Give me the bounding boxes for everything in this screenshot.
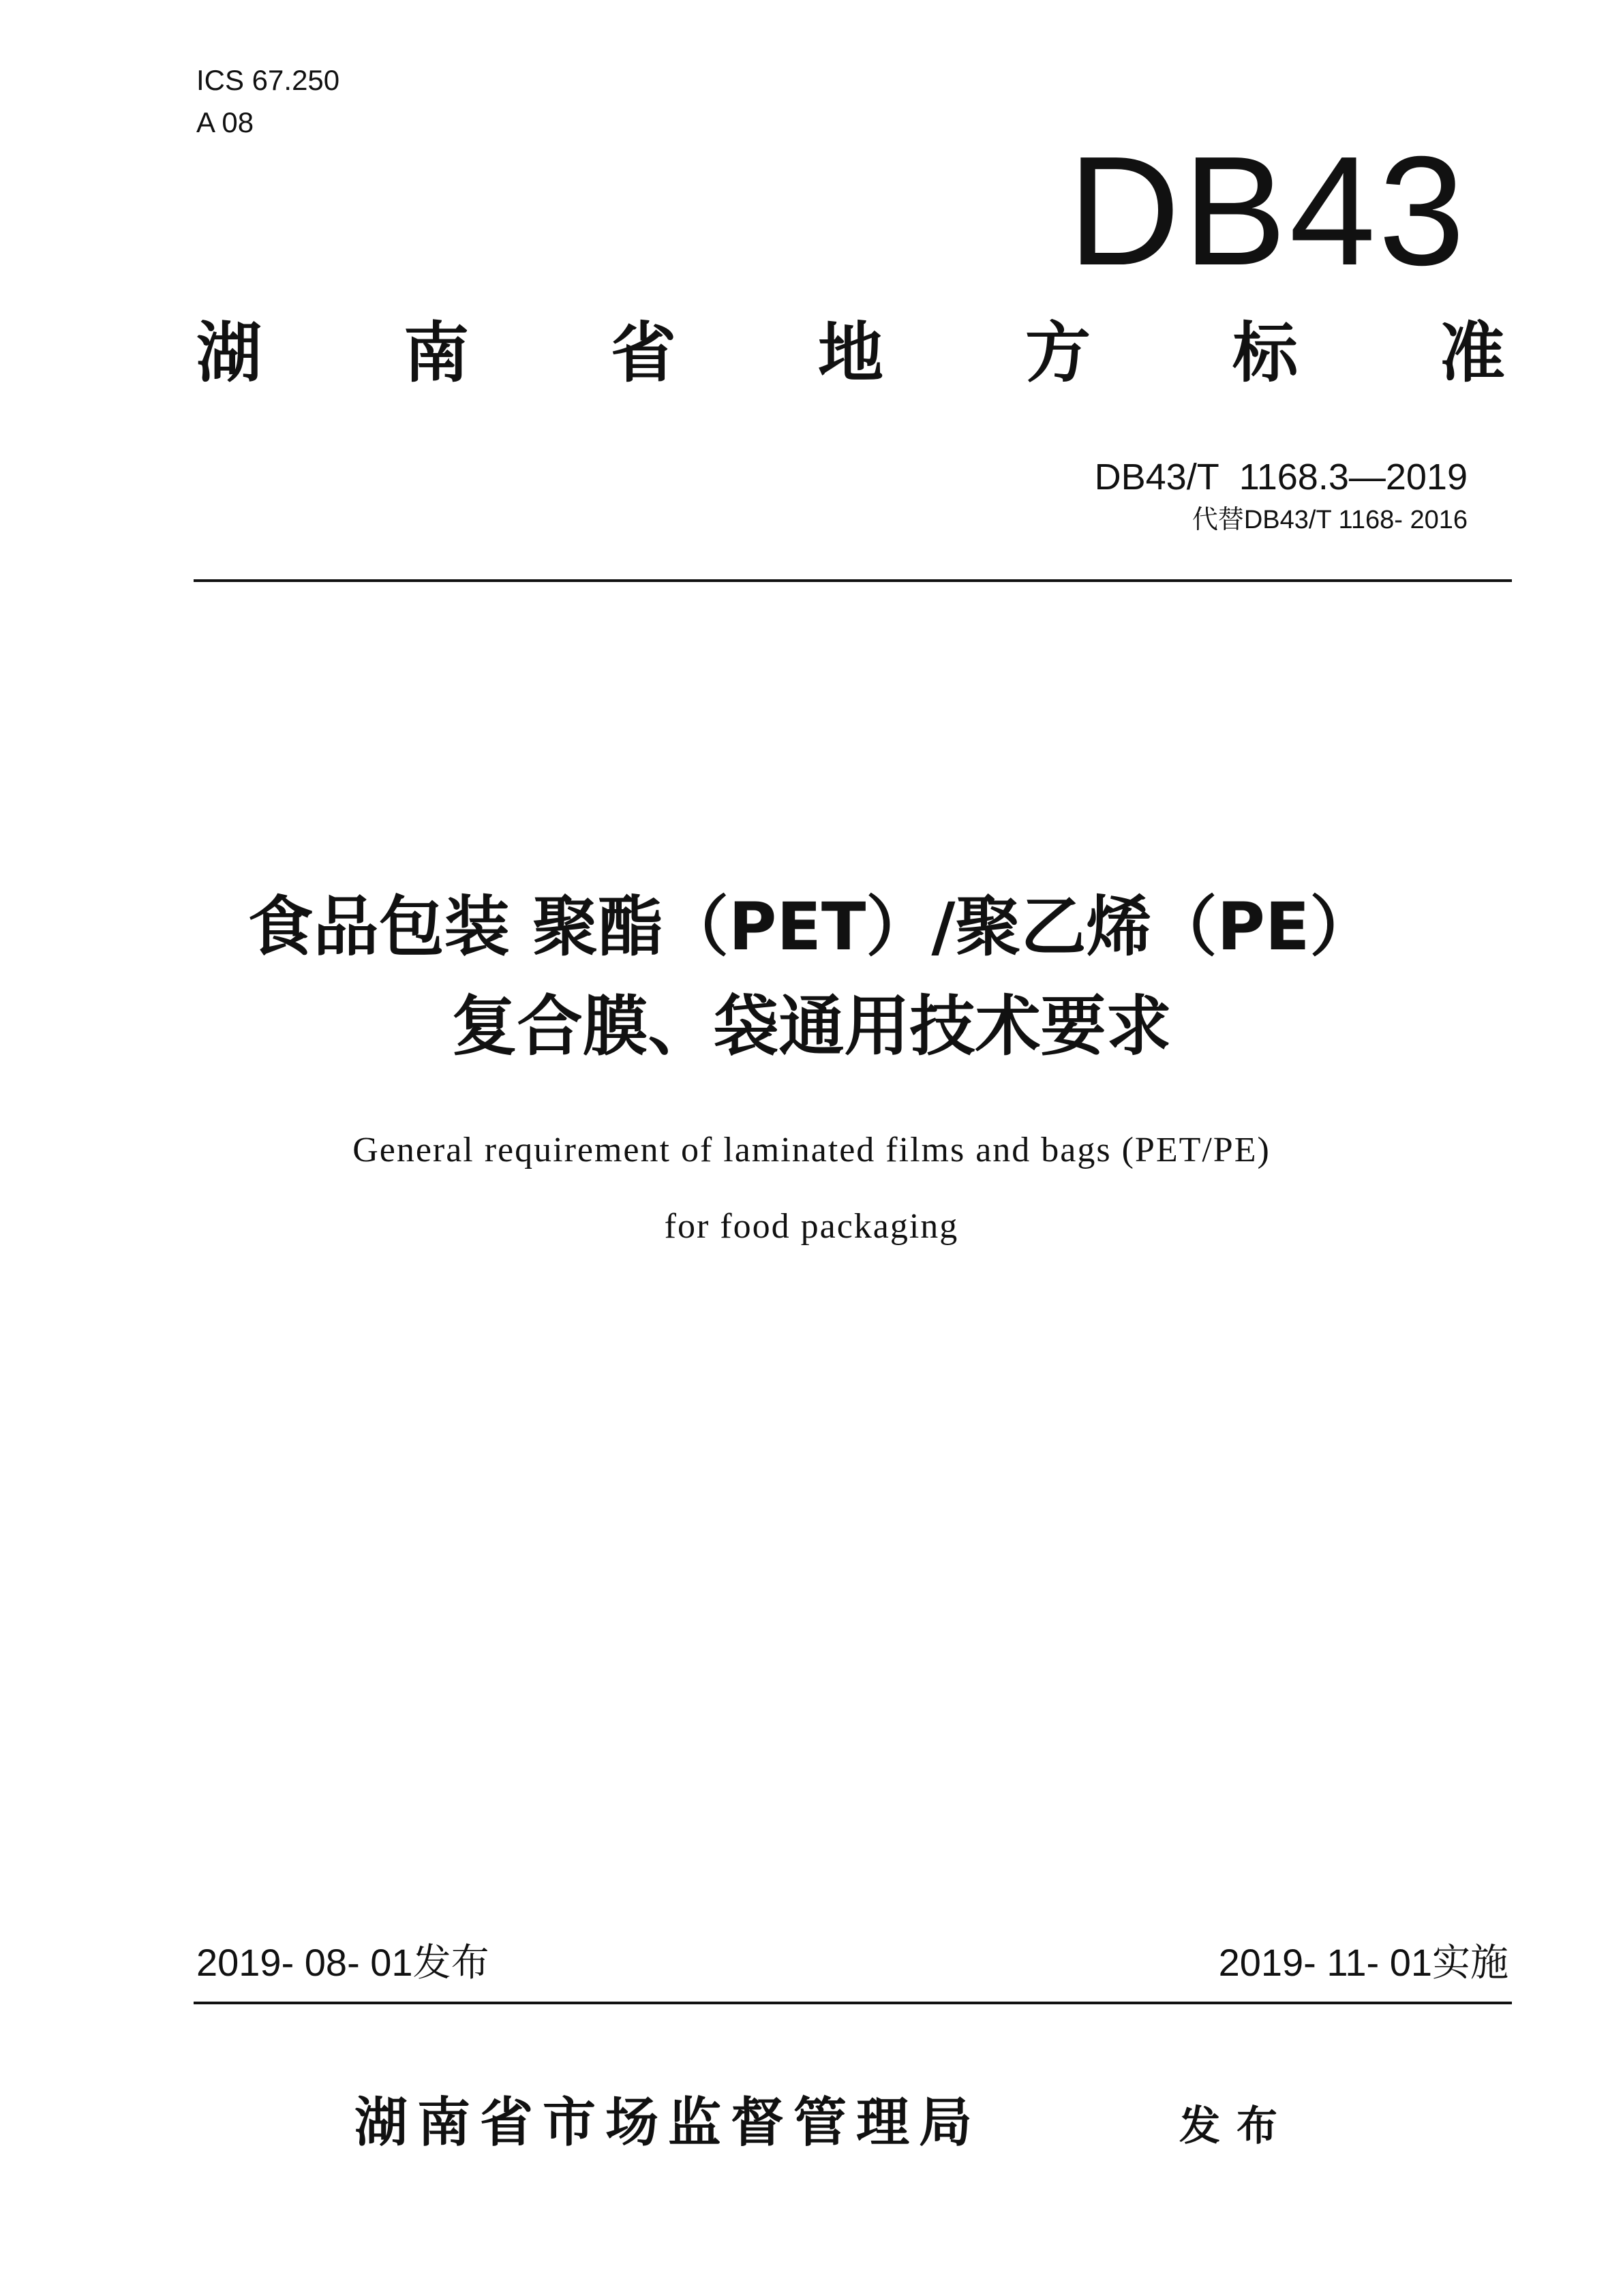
- title-en-line1: General requirement of laminated films and bags (PET/PE): [352, 1131, 1271, 1169]
- ics-code: ICS 67.250: [196, 64, 340, 96]
- ccs-code: A 08: [196, 106, 254, 138]
- standard-type-char: 南: [404, 314, 469, 391]
- top-divider: [194, 579, 1512, 582]
- standard-type-char: 准: [1440, 314, 1505, 391]
- bottom-divider: [194, 2002, 1512, 2004]
- replaces-note: 代替DB43/T 1168- 2016: [1192, 506, 1468, 534]
- standard-type-char: 地: [818, 314, 883, 391]
- title-cn-line2: 复合膜、袋通用技术要求: [451, 988, 1172, 1065]
- standard-type-char: 方: [1025, 314, 1091, 391]
- issuing-authority: 湖南省市场监督管理局: [354, 2092, 982, 2154]
- standard-code-logo: DB43: [1067, 125, 1468, 298]
- implementation-date: 2019- 11- 01实施: [1218, 1941, 1508, 1984]
- standard-type-char: 省: [611, 314, 676, 391]
- title-en-line2: for food packaging: [664, 1207, 959, 1246]
- issue-label: 发布: [1179, 2102, 1294, 2150]
- standard-number: DB43/T 1168.3—2019: [1094, 457, 1468, 498]
- title-cn-line1: 食品包装 聚酯（PET）/聚乙烯（PE）: [247, 889, 1376, 965]
- standard-type-heading: [196, 300, 1505, 395]
- issue-date: 2019- 08- 01发布: [196, 1941, 489, 1984]
- standard-type-char: 标: [1232, 314, 1298, 391]
- standard-type-char: 湖: [196, 314, 262, 391]
